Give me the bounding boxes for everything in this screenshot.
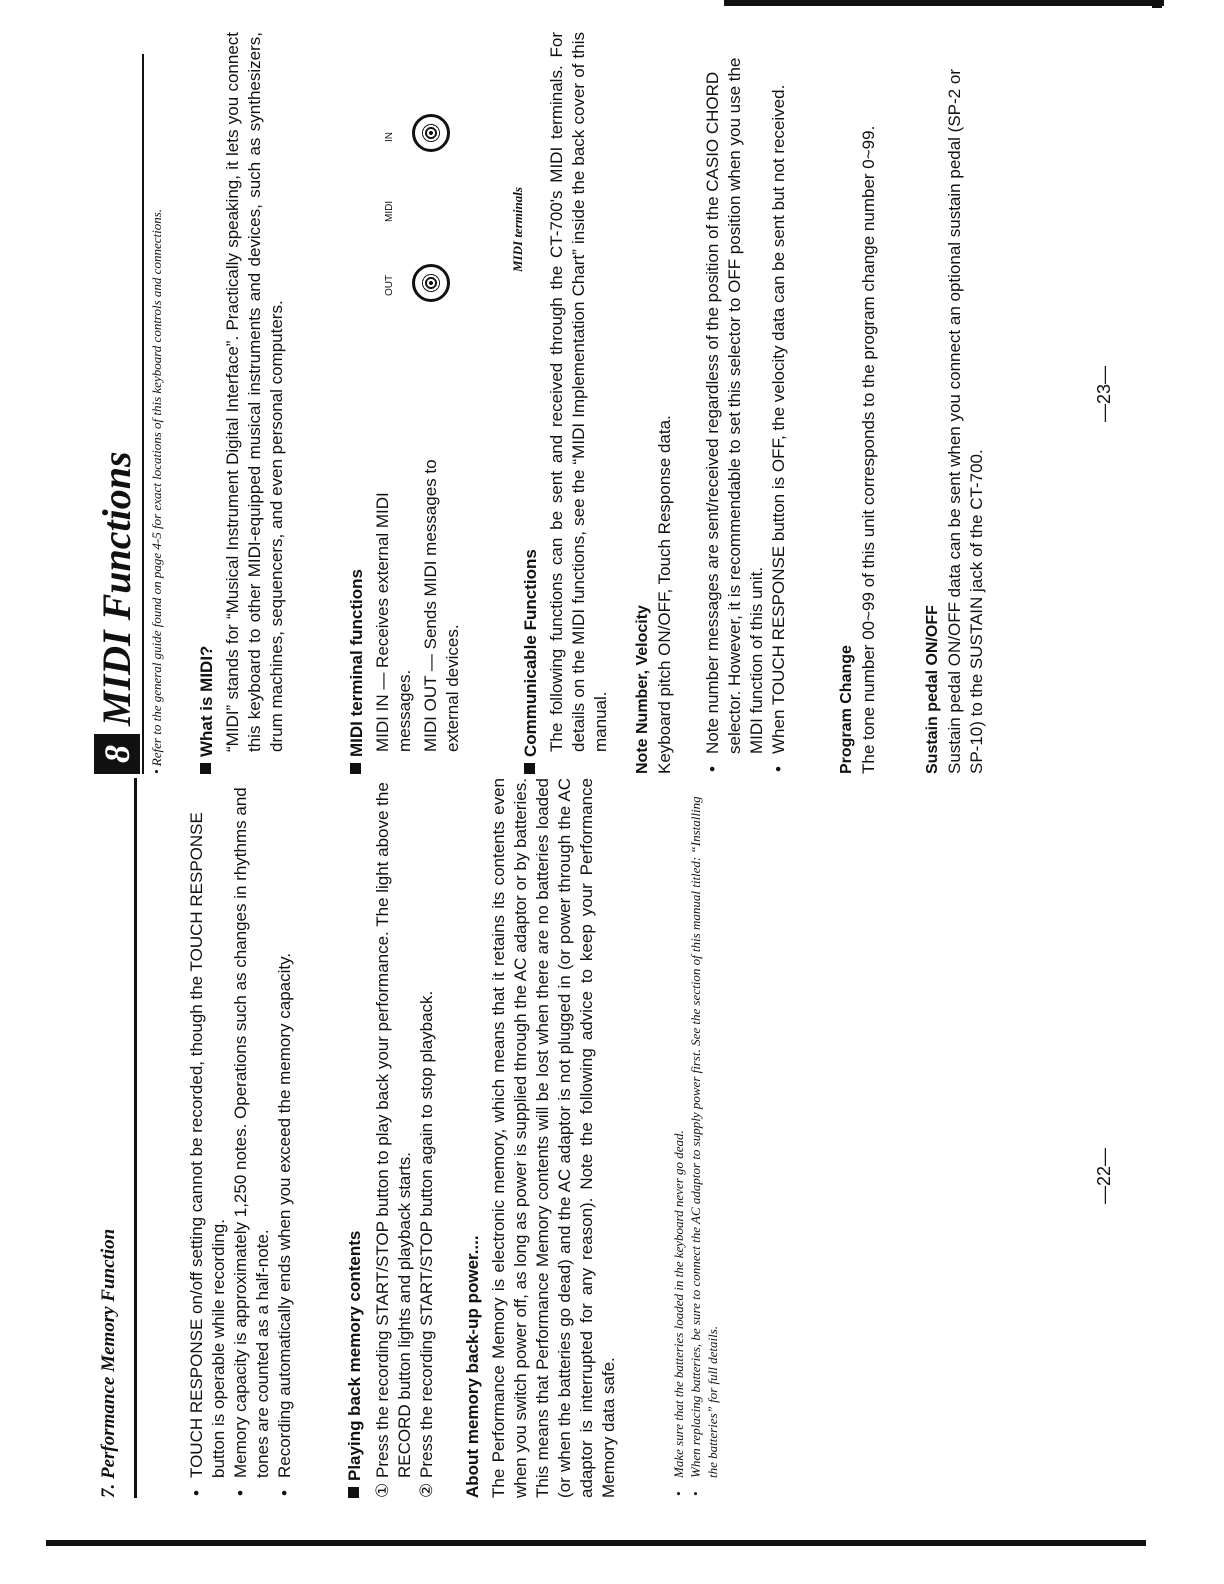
- chapter-title: MIDI Functions: [94, 451, 139, 726]
- step-text: Press the recording START/STOP button to play back your performance. The light above the RECORD button lights and playback starts.: [373, 782, 414, 1478]
- program-heading: Program Change: [838, 645, 855, 774]
- note-number-bullets: [702, 54, 790, 774]
- terminal-heading-text: MIDI terminal functions: [347, 569, 366, 757]
- notes-list: [670, 778, 721, 1498]
- note-item: • When replacing batteries, be sure to connect the AC adaptor to supply power first. See the section of this manual titled: “Installing the batteries” for full details.: [687, 778, 721, 1498]
- heading-square-icon: [348, 1487, 359, 1498]
- note-number-text: Keyboard pitch ON/OFF, Touch Response data.: [655, 415, 674, 774]
- in-label: IN: [384, 132, 395, 142]
- note-item: • Make sure that the batteries loaded in the keyboard never go dead.: [670, 778, 687, 1498]
- memory-bullets: [186, 778, 296, 1498]
- bullet-item: • Memory capacity is approximately 1,250 notes. Operations such as changes in rhythms and tones are counted as a half-note.: [230, 778, 274, 1498]
- intro-note: • Refer to the general guide found on page 4-5 for exact locations of this keyboard controls and connections.: [149, 208, 164, 774]
- heading-square-icon: [524, 763, 535, 774]
- step-item: [372, 778, 416, 1498]
- page-number: —22—: [1094, 1147, 1114, 1204]
- chapter-header: [94, 451, 140, 774]
- out-label: OUT: [384, 274, 395, 296]
- playback-heading-text: Playing back memory contents: [345, 1230, 364, 1481]
- figure-caption: MIDI terminals: [510, 187, 525, 272]
- note-number-heading: Note Number, Velocity: [634, 605, 651, 774]
- bullet-item: • Note number messages are sent/received regardless of the position of the CASIO CHORD selector. However, it is recommendable to set this selector to OFF position when you use the MIDI function of this unit.: [702, 54, 768, 774]
- midi-out-desc: MIDI OUT — Sends MIDI messages to external devices.: [421, 459, 462, 752]
- chapter-number: 8: [94, 734, 140, 774]
- intro-note-text: Refer to the general guide found on page 4-5 for exact locations of this keyboard controls and connections.: [149, 208, 164, 767]
- midi-in-desc: MIDI IN — Receives external MIDI messages.: [373, 492, 414, 752]
- what-heading: [196, 54, 218, 774]
- step-text: Press the recording START/STOP button again to stop playback.: [417, 990, 436, 1478]
- what-heading-text: What is MIDI?: [197, 645, 216, 757]
- terminal-heading: [346, 334, 368, 774]
- bullet-item: • When TOUCH RESPONSE button is OFF, the velocity data can be sent but not received.: [768, 54, 790, 774]
- midi-label: MIDI: [384, 200, 395, 222]
- sustain-heading: Sustain pedal ON/OFF: [924, 605, 941, 774]
- heading-square-icon: [200, 763, 211, 774]
- playback-heading: [344, 778, 366, 1498]
- bullet-item: • Recording automatically ends when you exceed the memory capacity.: [274, 778, 296, 1498]
- chapter-rule: [142, 54, 144, 774]
- step-item: [416, 778, 438, 1498]
- midi-in-jack-icon: [412, 114, 450, 152]
- step-number: ①: [373, 1482, 392, 1498]
- bullet-item: • TOUCH RESPONSE on/off setting cannot be recorded, though the TOUCH RESPONSE button is operable while recording.: [186, 778, 230, 1498]
- comm-heading: [520, 54, 542, 774]
- page-22: [0, 778, 1224, 1584]
- playback-steps: [372, 778, 438, 1498]
- sustain-text: Sustain pedal ON/OFF data can be sent when you connect an optional sustain pedal (SP-2 or SP-10) to the SUSTAIN jack of the CT-700.: [945, 69, 986, 774]
- backup-paragraph: The Performance Memory is electronic memory, which means that it retains its contents even when you switch power off, as long as power is supplied through the AC adaptor or by batteries. This means that Performance Memory contents will be lost when there are no batteries loaded (or when the batteries go dead) and the AC adaptor is not plugged in (or power through the AC adaptor is interrupted for any reason). Note the following advice to keep your Performance Memory data safe.: [489, 778, 618, 1498]
- backup-heading: About memory back-up power....: [463, 1235, 482, 1498]
- program-text: The tone number 00~99 of this unit corresponds to the program change number 0~99.: [859, 125, 878, 774]
- section-title: 7. Performance Memory Function: [98, 778, 137, 1498]
- step-number: ②: [417, 1482, 436, 1498]
- page-number: —23—: [1094, 365, 1114, 422]
- comm-paragraph: The following functions can be sent and received through the CT-700's MIDI terminals. For details on the MIDI functions, see the “MIDI Implementation Chart” inside the back cover of this manual.: [547, 32, 610, 752]
- what-paragraph: “MIDI” stands for “Musical Instrument Digital Interface”. Practically speaking, it lets you connect this keyboard to other MIDI-equipped musical instruments and devices, such as synthesizers, drum machines, sequencers, and even personal computers.: [223, 32, 286, 752]
- comm-heading-text: Communicable Functions: [521, 549, 540, 757]
- midi-out-jack-icon: [412, 264, 450, 302]
- heading-square-icon: [350, 763, 361, 774]
